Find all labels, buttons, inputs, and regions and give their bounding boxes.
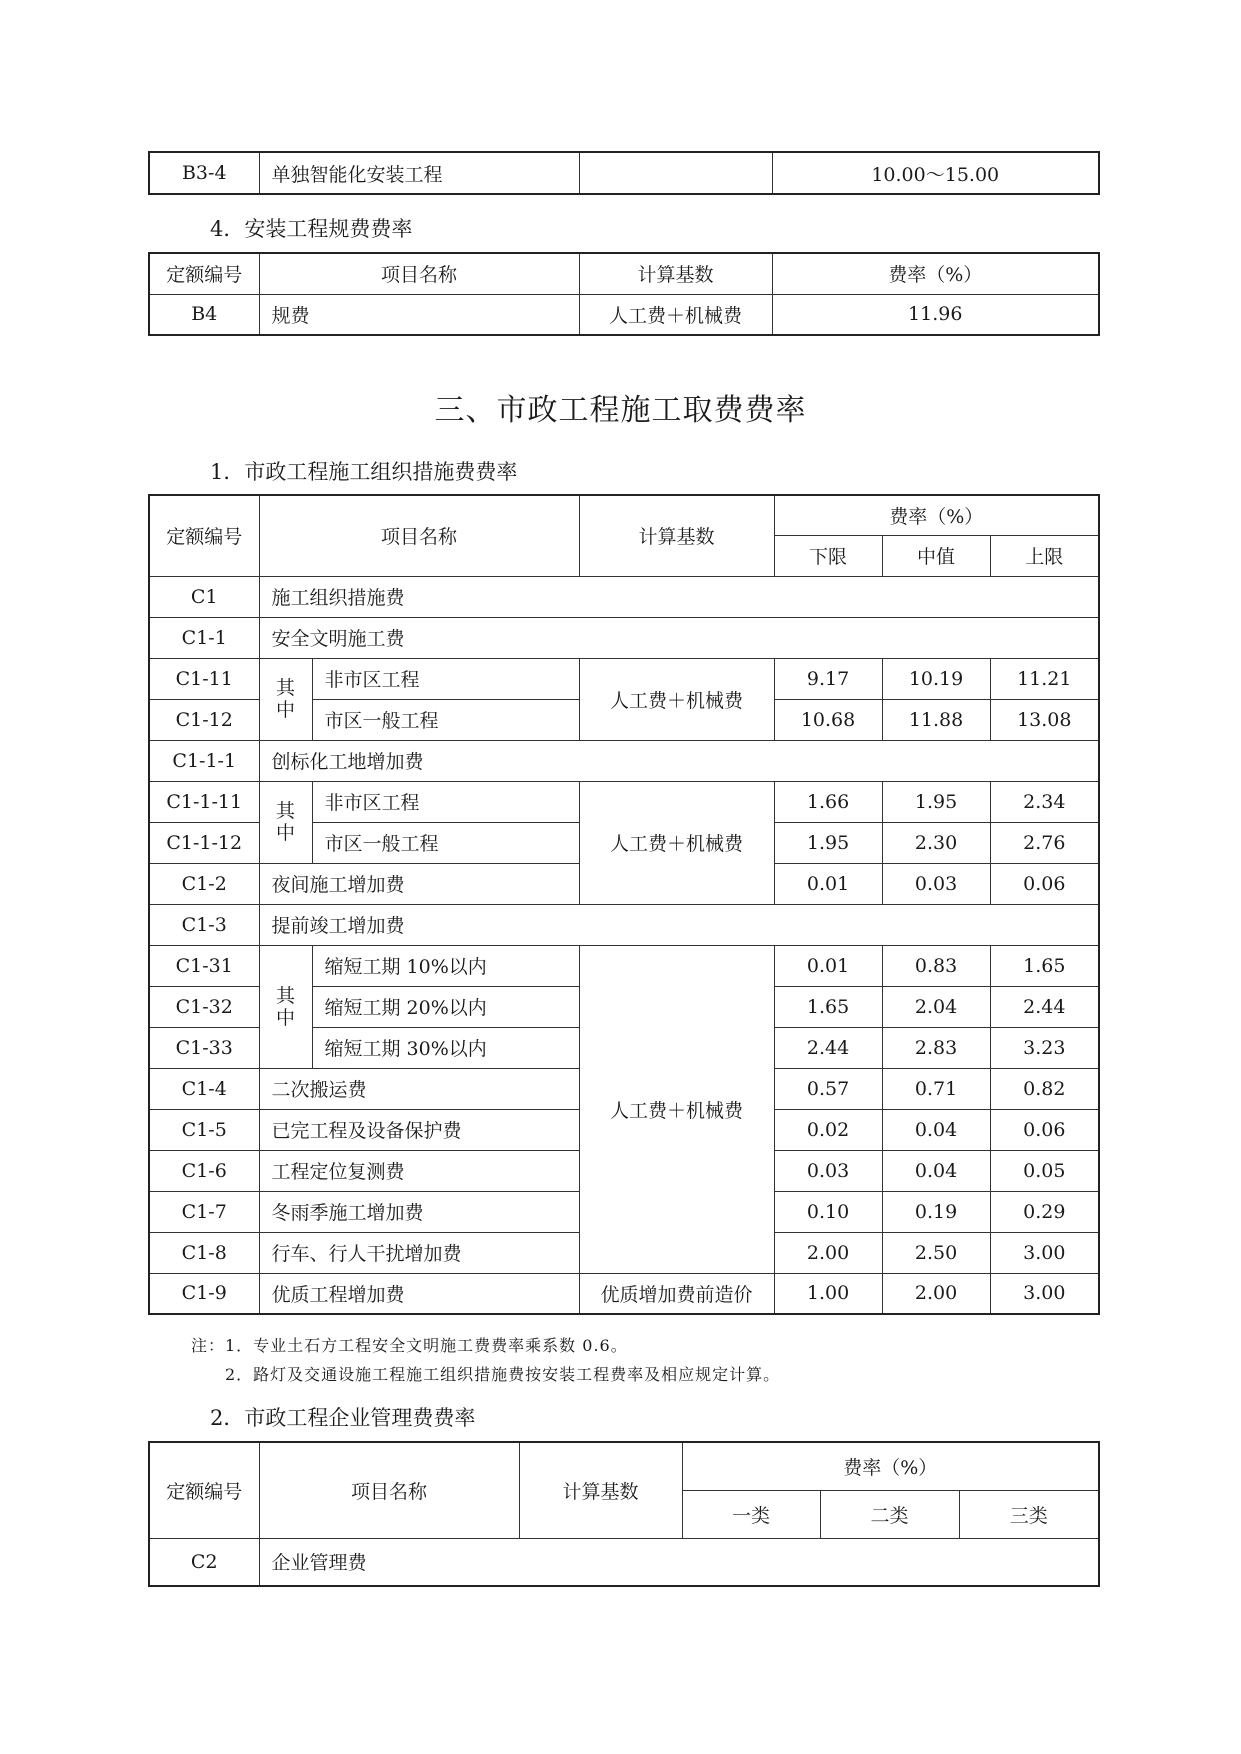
qizhong-label: 其 中	[259, 658, 312, 740]
rate-lower: 1.65	[774, 986, 882, 1027]
fee-table-c1	[148, 494, 1100, 1315]
rate-lower: 0.57	[774, 1068, 882, 1109]
rate-middle: 1.95	[882, 781, 990, 822]
header-class-2: 二类	[820, 1490, 959, 1538]
rate-middle: 0.19	[882, 1191, 990, 1232]
header-quota-code: 定额编号	[149, 495, 259, 576]
header-item-name: 项目名称	[259, 495, 579, 576]
rate-upper: 0.05	[990, 1150, 1099, 1191]
header-class-1: 一类	[682, 1490, 820, 1538]
quota-code: C1-4	[149, 1068, 259, 1109]
rate-lower: 0.01	[774, 863, 882, 904]
table-row	[149, 1273, 1099, 1314]
rate-lower: 0.01	[774, 945, 882, 986]
table-row	[149, 1538, 1099, 1586]
header-calc-basis: 计算基数	[519, 1442, 682, 1538]
quota-code: C1-5	[149, 1109, 259, 1150]
table-header-row	[149, 253, 1099, 294]
rate-upper: 13.08	[990, 699, 1099, 740]
item-name: 缩短工期 10%以内	[312, 945, 579, 986]
item-name: 夜间施工增加费	[259, 863, 579, 904]
quota-code: C1-9	[149, 1273, 259, 1314]
rate-middle: 2.83	[882, 1027, 990, 1068]
rate-middle: 0.83	[882, 945, 990, 986]
quota-code: C1-1-12	[149, 822, 259, 863]
rate-upper: 0.06	[990, 863, 1099, 904]
quota-code: B4	[149, 294, 259, 335]
item-name: 行车、行人干扰增加费	[259, 1232, 579, 1273]
header-item-name: 项目名称	[259, 1442, 519, 1538]
rate-lower: 2.44	[774, 1027, 882, 1068]
table-row	[149, 945, 1099, 986]
rate-upper: 2.76	[990, 822, 1099, 863]
header-fee-rate: 费率（%）	[772, 253, 1099, 294]
rate-upper: 3.23	[990, 1027, 1099, 1068]
table-row	[149, 740, 1099, 781]
quota-code: C2	[149, 1538, 259, 1586]
rate-lower: 0.02	[774, 1109, 882, 1150]
section-heading-c1: 1．市政工程施工组织措施费费率	[210, 460, 518, 484]
table-header-row	[149, 1442, 1099, 1490]
rate-middle: 11.88	[882, 699, 990, 740]
quota-code: C1-6	[149, 1150, 259, 1191]
qizhong-label: 其 中	[259, 945, 312, 1068]
item-name: 缩短工期 30%以内	[312, 1027, 579, 1068]
quota-code: C1-7	[149, 1191, 259, 1232]
table-row	[149, 904, 1099, 945]
rate-middle: 0.04	[882, 1150, 990, 1191]
rate-upper: 1.65	[990, 945, 1099, 986]
table-row	[149, 658, 1099, 699]
item-name: 施工组织措施费	[259, 576, 1099, 617]
rate-lower: 0.03	[774, 1150, 882, 1191]
quota-code: B3-4	[149, 152, 259, 194]
quota-code: C1-8	[149, 1232, 259, 1273]
item-name: 冬雨季施工增加费	[259, 1191, 579, 1232]
rate-upper: 0.06	[990, 1109, 1099, 1150]
table-row	[149, 152, 1099, 194]
calc-basis: 人工费＋机械费	[579, 294, 772, 335]
rate-middle: 2.04	[882, 986, 990, 1027]
header-fee-rate: 费率（%）	[774, 495, 1099, 535]
header-calc-basis: 计算基数	[579, 495, 774, 576]
quota-code: C1-2	[149, 863, 259, 904]
quota-code: C1-1	[149, 617, 259, 658]
header-middle-value: 中值	[882, 535, 990, 576]
item-name: 二次搬运费	[259, 1068, 579, 1109]
rate-lower: 9.17	[774, 658, 882, 699]
item-name: 工程定位复测费	[259, 1150, 579, 1191]
fee-table-c2	[148, 1441, 1100, 1587]
calc-basis: 人工费＋机械费	[579, 945, 774, 1273]
table-row	[149, 294, 1099, 335]
section-title: 三、市政工程施工取费费率	[434, 393, 807, 428]
rate-lower: 1.66	[774, 781, 882, 822]
item-name: 单独智能化安装工程	[259, 152, 579, 194]
rate-upper: 0.82	[990, 1068, 1099, 1109]
quota-code: C1-1-11	[149, 781, 259, 822]
rate-lower: 2.00	[774, 1232, 882, 1273]
note-line-2: 2．路灯及交通设施工程施工组织措施费按安装工程费率及相应规定计算。	[225, 1365, 781, 1384]
top-continuation-table	[148, 151, 1100, 195]
rate-lower: 1.00	[774, 1273, 882, 1314]
header-item-name: 项目名称	[259, 253, 579, 294]
item-name: 优质工程增加费	[259, 1273, 579, 1314]
quota-code: C1	[149, 576, 259, 617]
rate-upper: 11.21	[990, 658, 1099, 699]
rate-middle: 2.00	[882, 1273, 990, 1314]
item-name: 提前竣工增加费	[259, 904, 1099, 945]
calc-basis: 优质增加费前造价	[579, 1273, 774, 1314]
table-row	[149, 781, 1099, 822]
header-quota-code: 定额编号	[149, 1442, 259, 1538]
item-name: 创标化工地增加费	[259, 740, 1099, 781]
quota-code: C1-31	[149, 945, 259, 986]
header-class-3: 三类	[959, 1490, 1099, 1538]
section-heading-c2: 2．市政工程企业管理费费率	[210, 1406, 476, 1430]
calc-basis: 人工费＋机械费	[579, 781, 774, 904]
qizhong-label: 其 中	[259, 781, 312, 863]
table-row	[149, 576, 1099, 617]
rate-middle: 2.30	[882, 822, 990, 863]
quota-code: C1-1-1	[149, 740, 259, 781]
note-line-1: 注：1．专业土石方工程安全文明施工费费率乘系数 0.6。	[191, 1336, 628, 1355]
item-name: 企业管理费	[259, 1538, 1099, 1586]
section-heading-b4: 4．安装工程规费费率	[210, 217, 413, 241]
item-name: 非市区工程	[312, 658, 579, 699]
fee-rate: 10.00～15.00	[772, 152, 1099, 194]
header-quota-code: 定额编号	[149, 253, 259, 294]
rate-upper: 3.00	[990, 1273, 1099, 1314]
rate-upper: 2.44	[990, 986, 1099, 1027]
item-name: 已完工程及设备保护费	[259, 1109, 579, 1150]
quota-code: C1-32	[149, 986, 259, 1027]
item-name: 安全文明施工费	[259, 617, 1099, 658]
item-name: 非市区工程	[312, 781, 579, 822]
rate-lower: 10.68	[774, 699, 882, 740]
rate-middle: 0.04	[882, 1109, 990, 1150]
item-name: 市区一般工程	[312, 822, 579, 863]
rate-upper: 3.00	[990, 1232, 1099, 1273]
fee-rate: 11.96	[772, 294, 1099, 335]
calc-basis	[579, 152, 772, 194]
item-name: 市区一般工程	[312, 699, 579, 740]
header-lower-limit: 下限	[774, 535, 882, 576]
table-header-row	[149, 495, 1099, 535]
header-fee-rate: 费率（%）	[682, 1442, 1099, 1490]
header-calc-basis: 计算基数	[579, 253, 772, 294]
calc-basis: 人工费＋机械费	[579, 658, 774, 740]
item-name: 规费	[259, 294, 579, 335]
rate-middle: 10.19	[882, 658, 990, 699]
fee-table-b4	[148, 252, 1100, 336]
quota-code: C1-11	[149, 658, 259, 699]
quota-code: C1-33	[149, 1027, 259, 1068]
table-row	[149, 617, 1099, 658]
quota-code: C1-3	[149, 904, 259, 945]
rate-upper: 0.29	[990, 1191, 1099, 1232]
quota-code: C1-12	[149, 699, 259, 740]
rate-lower: 0.10	[774, 1191, 882, 1232]
rate-upper: 2.34	[990, 781, 1099, 822]
rate-middle: 0.71	[882, 1068, 990, 1109]
header-upper-limit: 上限	[990, 535, 1099, 576]
item-name: 缩短工期 20%以内	[312, 986, 579, 1027]
rate-middle: 2.50	[882, 1232, 990, 1273]
rate-lower: 1.95	[774, 822, 882, 863]
rate-middle: 0.03	[882, 863, 990, 904]
